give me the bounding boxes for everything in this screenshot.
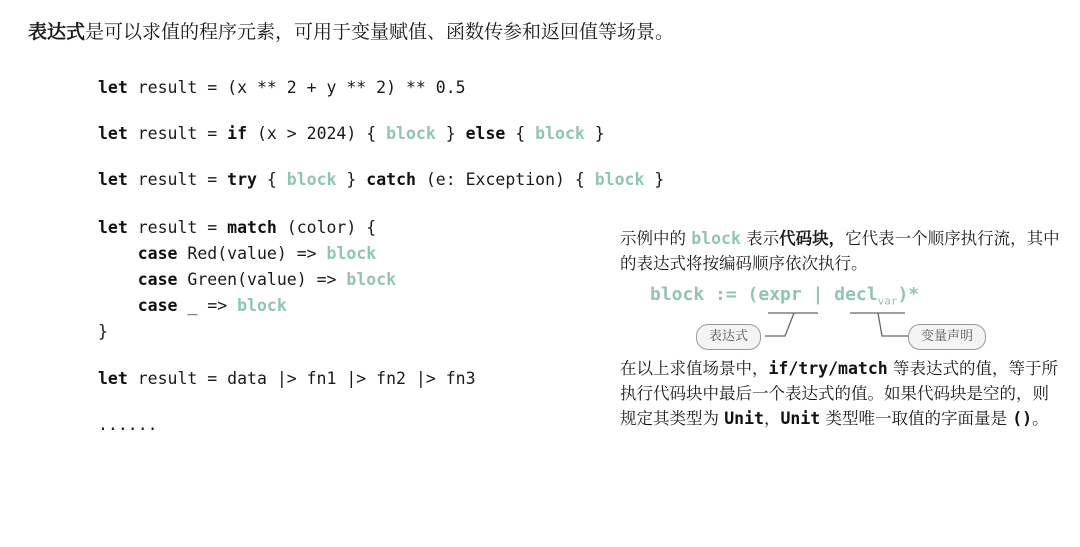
note-block-term: block <box>691 229 741 248</box>
code-text: (x > 2024) { <box>247 124 387 143</box>
code-text: Green(value) => <box>177 270 347 289</box>
code-text: result = <box>127 78 228 97</box>
label-decl-var: 变量声明 <box>908 324 986 350</box>
note-text: ， <box>764 409 781 428</box>
kw-let: let <box>98 78 128 97</box>
note-bold-term: 代码块， <box>779 229 846 248</box>
kw-else: else <box>465 124 506 143</box>
kw-block: block <box>326 244 377 263</box>
kw-catch: catch <box>366 170 416 189</box>
title-rest: 是可以求值的程序元素，可用于变量赋值、函数传参和返回值等场景。 <box>85 21 675 43</box>
decl-connector <box>878 313 910 336</box>
grammar-text: block := (expr | decl <box>650 284 878 305</box>
kw-try: try <box>227 170 257 189</box>
expr-connector <box>765 313 794 336</box>
kw-block: block <box>535 124 585 143</box>
code-text: { <box>256 170 287 189</box>
kw-let: let <box>98 369 128 388</box>
code-text: result = <box>127 218 228 237</box>
code-text: } <box>584 124 605 143</box>
code-text: Red(value) => <box>177 244 327 263</box>
kw-let: let <box>98 218 128 237</box>
kw-if: if <box>227 124 248 143</box>
code-text: } <box>336 170 367 189</box>
note-text: 它代表一个顺序执行流，其中的表达式将按编码顺序依次执行。 <box>620 229 1060 273</box>
code-text: result = <box>127 369 228 388</box>
kw-block: block <box>386 124 436 143</box>
code-text: data |> fn1 |> fn2 |> fn3 <box>227 369 476 388</box>
code-text: result = <box>127 170 228 189</box>
note-text: 表示 <box>740 229 780 248</box>
kw-case: case <box>137 244 178 263</box>
note-evaluation-rule <box>620 356 1060 431</box>
kw-case: case <box>137 270 178 289</box>
kw-match: match <box>227 218 277 237</box>
note-keywords: if/try/match <box>768 359 888 378</box>
kw-let: let <box>98 170 128 189</box>
code-text: (x ** 2 + y ** 2) ** 0.5 <box>227 78 466 97</box>
grammar-text: )* <box>897 284 920 305</box>
note-text: 等表达式的值，等于所执行代码块中最后一个表达式的值。如果代码块是空的，则规定其类型为 <box>620 359 1058 428</box>
note-text: 在以上求值场景中， <box>620 359 769 378</box>
code-text: result = <box>127 124 228 143</box>
code-text: } <box>98 322 108 341</box>
label-expr: 表达式 <box>696 324 761 350</box>
code-text: _ => <box>177 296 238 315</box>
code-ellipsis: ...... <box>98 415 158 434</box>
note-unit-type: Unit <box>724 409 764 428</box>
code-text: } <box>435 124 466 143</box>
code-text: { <box>505 124 536 143</box>
title-bold: 表达式 <box>28 21 86 43</box>
kw-block: block <box>237 296 287 315</box>
grammar-subscript: var <box>877 294 898 308</box>
kw-block: block <box>286 170 337 189</box>
code-text: (color) { <box>276 218 377 237</box>
kw-block: block <box>346 270 397 289</box>
kw-let: let <box>98 124 128 143</box>
note-unit-type: Unit <box>780 409 821 428</box>
kw-case: case <box>137 296 178 315</box>
kw-block: block <box>594 170 645 189</box>
note-text: 。 <box>1032 409 1049 428</box>
note-unit-literal: () <box>1012 409 1033 428</box>
note-text: 示例中的 <box>620 229 692 248</box>
code-text: (e: Exception) { <box>415 170 595 189</box>
note-text: 类型唯一取值的字面量是 <box>820 409 1013 428</box>
code-text: } <box>644 170 665 189</box>
